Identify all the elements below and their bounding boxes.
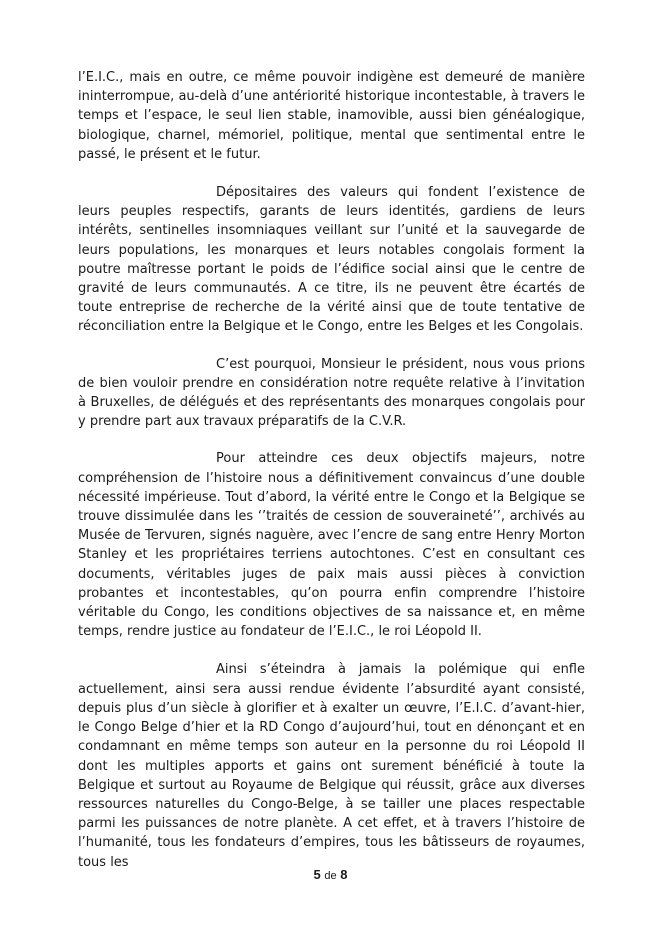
paragraph-4: Pour atteindre ces deux objectifs majeurs, notre compréhension de l’histoire nous a définitivement convaincus d’une double nécessité impérieuse. Tout d’abord, la vérité entre le Congo et la Belgique se trouve dissimulée dans les ‘’traités de cession de souveraineté’’, archivés au Musée de Tervuren, signés naguère, avec l’encre de sang entre Henry Morton Stanley et les propriétaires terriens autochtones. C’est en consultant ces documents, véritables juges de paix mais aussi pièces à conviction probantes et incontestables, qu’on pourra enfin comprendre l’histoire véritable du Congo, les conditions objectives de sa naissance et, en même temps, rendre justice au fondateur de l’E.I.C., le roi Léopold II. [78,451,585,640]
paragraph-5: Ainsi s’éteindra à jamais la polémique qui enfle actuellement, ainsi sera aussi rendue évidente l’absurdité ayant consisté, depuis plus d’un siècle à glorifier et à exalter un œuvre, l’E.I.C. d’avant-hier, le Congo Belge d’hier et la RD Congo d’aujourd’hui, tout en dénonçant et en condamnant en même temps son auteur en la personne du roi Léopold II dont les multiples apports et gains ont surement bénéficié à toute la Belgique et surtout au Royaume de Belgique qui réussit, grâce aux diverses ressources naturelles du Congo-Belge, à se tailler une places respectable parmi les puissances de notre planète. A cet effet, et à travers l’histoire de l’humanité, tous les fondateurs d’empires, tous les bâtisseurs de royaumes, tous les [78,662,585,870]
document-body [78,68,585,890]
total-page-count: 8 [340,867,348,882]
current-page-number: 5 [313,867,321,882]
paragraph-1: l’E.I.C., mais en outre, ce même pouvoir indigène est demeuré de manière ininterrompue, au-delà d’une antériorité historique incontestable, à travers le temps et l’espace, le seul lien stable, inamovible, aussi bien généalogique, biologique, charnel, mémoriel, politique, mental que sentimental entre le passé, le présent et le futur. [78,70,585,162]
paragraph-3: C’est pourquoi, Monsieur le président, nous vous prions de bien vouloir prendre en considération notre requête relative à l’invitation à Bruxelles, de délégués et des représentants des monarques congolais pour y prendre part aux travaux préparatifs de la C.V.R. [78,356,585,430]
page-number-footer [0,867,661,882]
paragraph-2: Dépositaires des valeurs qui fondent l’existence de leurs peuples respectifs, garants de leurs identités, gardiens de leurs intérêts, sentinelles insomniaques veillant sur l’unité et la sauvegarde de leurs populations, les monarques et leurs notables congolais forment la poutre maîtresse portant le poids de l’édifice social ainsi que le centre de gravité de leurs communautés. A ce titre, ils ne peuvent être écartés de toute entreprise de recherche de la vérité ainsi que de toute tentative de réconciliation entre la Belgique et le Congo, entre les Belges et les Congolais. [78,185,585,335]
page-of-label: de [324,870,337,882]
